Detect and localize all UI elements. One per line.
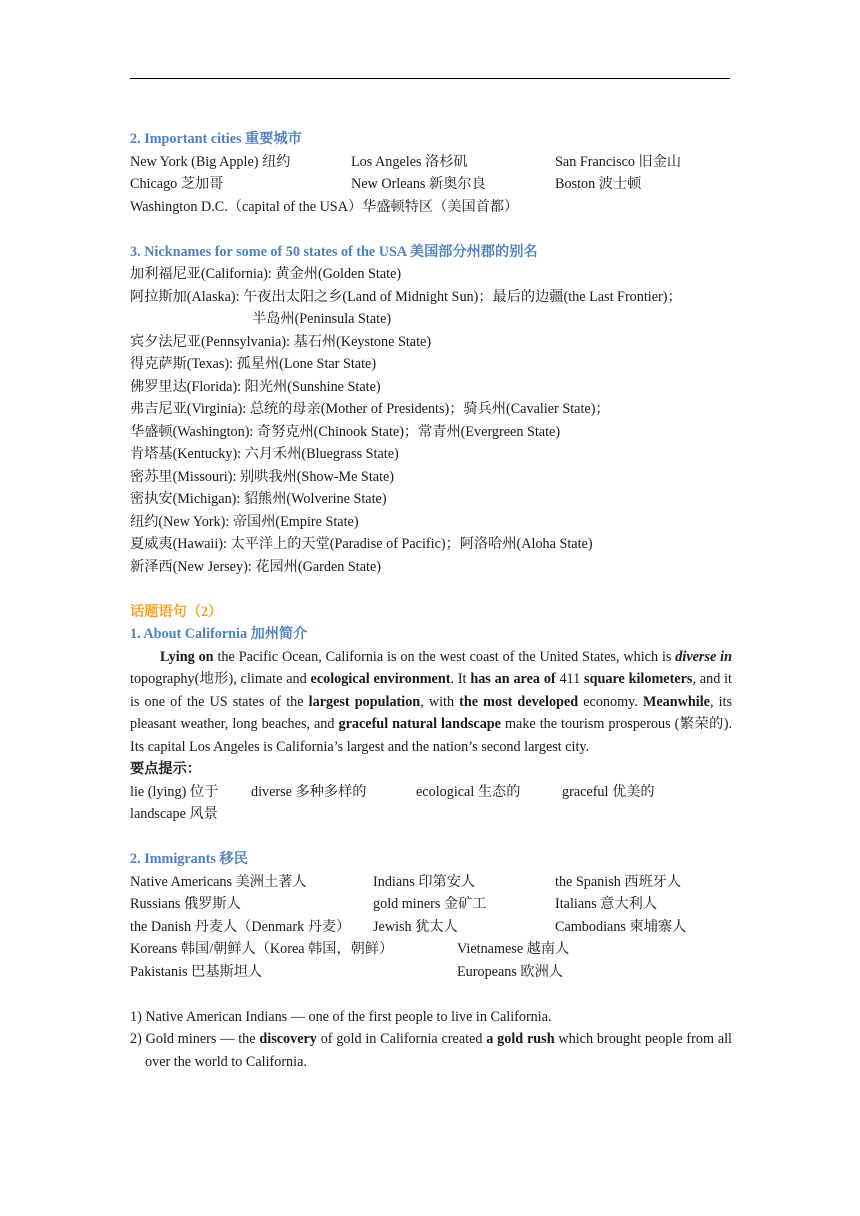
nickname-line: 华盛顿(Washington): 奇努克州(Chinook State)；常青州(Evergreen State) [130,423,561,440]
tip-item: lie (lying) 位于 [130,783,219,800]
section-title-immigrants: 2. Immigrants 移民 [130,851,248,867]
cities-row [130,151,732,174]
nickname-line: 新泽西(New Jersey): 花园州(Garden State) [130,558,381,575]
tips-row [130,781,732,804]
city-item: Los Angeles 洛杉矶 [351,153,468,170]
city-item: New Orleans 新奥尔良 [351,176,486,192]
tip-item: diverse 多种多样的 [251,783,367,800]
immigrants-row [130,871,732,894]
immigrant-item: the Danish 丹麦人（Denmark 丹麦） [130,918,351,935]
immigrant-item: Russians 俄罗斯人 [130,896,241,912]
immigrant-item: the Spanish 西班牙人 [555,873,682,890]
immigrant-item: Vietnamese 越南人 [457,941,570,957]
section-title-nicknames: 3. Nicknames for some of 50 states of the USA 美国部分州郡的别名 [130,243,538,260]
tip-item: ecological 生态的 [416,783,521,800]
immigrants-row [130,961,732,984]
header-rule [130,78,730,79]
nickname-line: 半岛州(Peninsula State) [252,311,392,327]
immigrant-item: Indians 印第安人 [373,873,476,890]
city-item: Boston 波士顿 [555,176,642,192]
immigrants-row [130,916,732,939]
immigrant-item: Koreans 韩国/朝鲜人（Korea 韩国，朝鲜） [130,941,394,957]
nickname-line: 纽约(New York): 帝国州(Empire State) [130,513,359,530]
immigrant-item: gold miners 金矿工 [373,896,487,912]
nickname-line: 密苏里(Missouri): 别哄我州(Show-Me State) [130,468,395,485]
note-1: 1) Native American Indians — one of the first people to live in California. [130,1008,552,1025]
nickname-line: 夏威夷(Hawaii): 太平洋上的天堂(Paradise of Pacific)；阿洛哈州(Aloha State) [130,536,593,552]
immigrant-item: Native Americans 美洲土著人 [130,873,307,890]
section-title-cities: 2. Important cities 重要城市 [130,131,302,147]
immigrant-item: Pakistanis 巴基斯坦人 [130,963,263,980]
immigrant-item: Cambodians 柬埔寨人 [555,918,687,935]
tip-item: graceful 优美的 [562,783,655,800]
note-2: 2) Gold miners — the discovery of gold in California created a gold rush which brought people from all over the world to California. [130,1031,733,1070]
immigrant-item: Jewish 犹太人 [373,918,458,935]
nickname-line: 阿拉斯加(Alaska): 午夜出太阳之乡(Land of Midnight Sun)；最后的边疆(the Last Frontier)； [130,288,682,305]
nickname-line: 宾夕法尼亚(Pennsylvania): 基石州(Keystone State) [130,333,432,350]
cities-row [130,173,732,196]
immigrants-row [130,938,732,961]
immigrant-item: Europeans 欧洲人 [457,963,563,980]
city-item: Chicago 芝加哥 [130,176,224,192]
topic-title: 话题语句（2） [130,603,223,620]
document-body [130,128,732,1073]
city-washington: Washington D.C.（capital of the USA）华盛顿特区（美国首都） [130,198,519,215]
immigrants-row [130,893,732,916]
immigrant-item: Italians 意大利人 [555,896,658,912]
california-paragraph: Lying on the Pacific Ocean, California is on the west coast of the United States, which is diverse in topography(地形), climate and ecological environment. It has an area of 411 square kilometers, and it is one of the US states of the largest population, with the most developed economy. Meanwhile, its pleasant weather, long beaches, and graceful natural landscape make the tourism prosperous (繁荣的). Its capital Los Angeles is California’s largest and the nation’s second largest city. [130,648,733,755]
tips-row-2: landscape 风景 [130,806,218,822]
city-item: San Francisco 旧金山 [555,153,682,170]
section-title-california: 1. About California 加州简介 [130,626,308,642]
nickname-line: 得克萨斯(Texas): 孤星州(Lone Star State) [130,356,377,372]
nickname-line: 密执安(Michigan): 貂熊州(Wolverine State) [130,491,387,507]
nickname-line: 弗吉尼亚(Virginia): 总统的母亲(Mother of Presidents)；骑兵州(Cavalier State)； [130,401,610,417]
nickname-line: 佛罗里达(Florida): 阳光州(Sunshine State) [130,378,381,395]
nickname-line: 加利福尼亚(California): 黄金州(Golden State) [130,266,402,282]
city-item: New York (Big Apple) 纽约 [130,153,291,170]
tips-title: 要点提示： [130,761,201,777]
nickname-line: 肯塔基(Kentucky): 六月禾州(Bluegrass State) [130,446,399,462]
